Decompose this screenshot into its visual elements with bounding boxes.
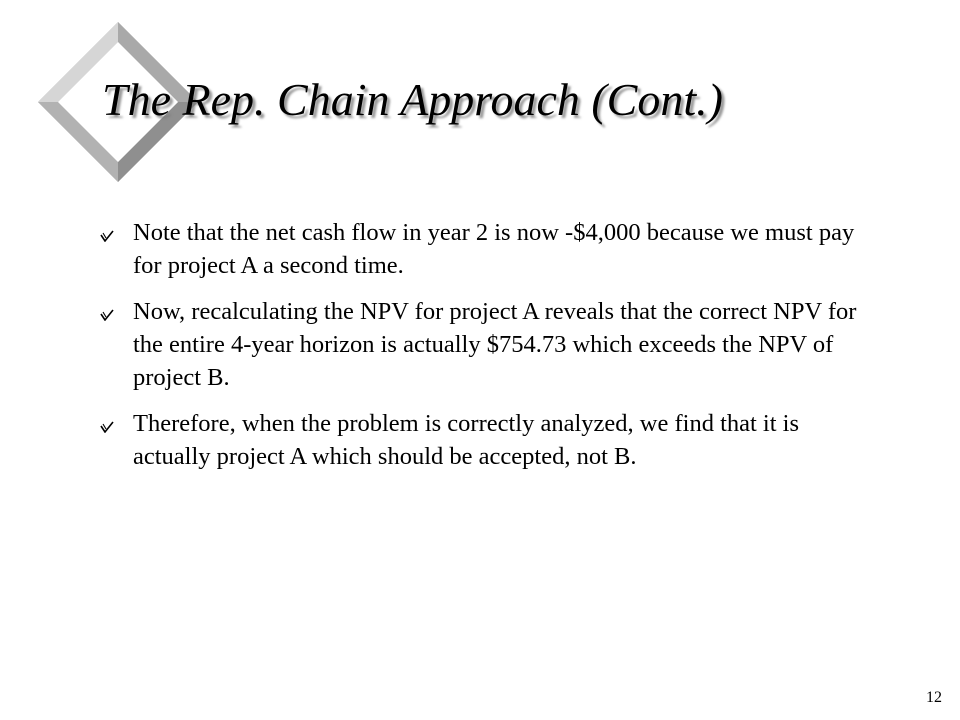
bullet-list	[100, 216, 880, 486]
page-number: 12	[926, 689, 942, 706]
bullet-text: Now, recalculating the NPV for project A reveals that the correct NPV for the entire 4-year horizon is actually $754.73 which exceeds the NPV of project B.	[133, 298, 857, 391]
checkmark-icon	[100, 229, 114, 241]
bullet-text: Note that the net cash flow in year 2 is now -$4,000 because we must pay for project A a second time.	[133, 219, 855, 279]
checkmark-icon	[100, 308, 114, 320]
slide-title: The Rep. Chain Approach (Cont.)	[102, 74, 723, 125]
bullet-item	[100, 407, 880, 473]
bullet-item	[100, 295, 880, 394]
bullet-text: Therefore, when the problem is correctly analyzed, we find that it is actually project A which should be accepted, not B.	[133, 410, 800, 470]
checkmark-icon	[100, 420, 114, 432]
bullet-item	[100, 216, 880, 282]
